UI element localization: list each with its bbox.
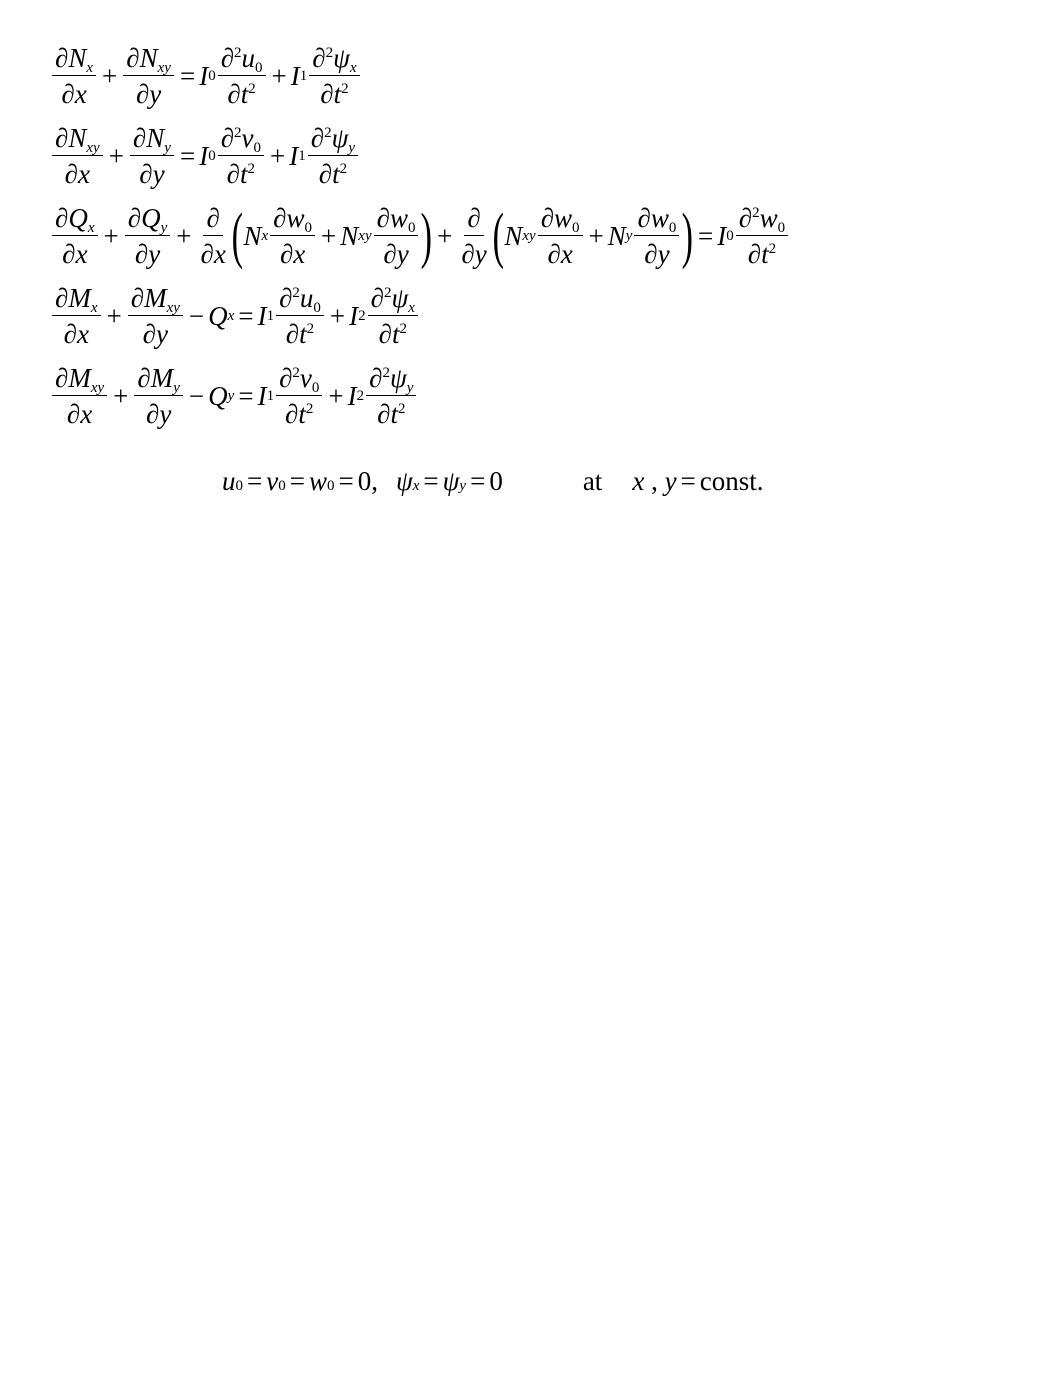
fraction: $\frac{\partial^2\psi_x}{\partial t^2}$ [309, 45, 359, 108]
fraction: $\frac{\partial w_0}{\partial y}$ [634, 205, 679, 268]
fraction: $\frac{\partial w_0}{\partial y}$ [374, 205, 419, 268]
fraction: $\frac{\partial N_y}{\partial y}$ [130, 125, 174, 188]
fraction: $\frac{\partial w_0}{\partial x}$ [270, 205, 315, 268]
fraction: $\frac{\partial w_0}{\partial x}$ [538, 205, 583, 268]
fraction: $\frac{\partial^2\psi_y}{\partial t^2}$ [366, 365, 416, 428]
fraction: $\frac{\partial^2w_0}{\partial t^2}$ [736, 205, 788, 268]
left-paren: ( [231, 202, 243, 270]
fraction: $\frac{\partial N_x}{\partial x}$ [52, 45, 96, 108]
fraction: $\frac{\partial N_{xy}}{\partial x}$ [52, 125, 103, 188]
equation-1: $\frac{\partial N_x}{\partial x}$ + $\frac{\partial N_{xy}}{\partial y}$ = I 0 $\frac{\partial^2u_0}{\partial t^2}$ + I 1 $\frac{\partial^2\psi_x}{\partial t^2}$ [50, 36, 790, 116]
left-paren: ( [492, 202, 504, 270]
fraction: $\frac{\partial}{\partial y}$ [461, 202, 487, 269]
fraction: $\frac{\partial^2v_0}{\partial t^2}$ [276, 365, 322, 428]
right-paren: ) [421, 202, 433, 270]
fraction: $\frac{\partial M_y}{\partial y}$ [134, 365, 183, 428]
fraction: $\frac{\partial M_{xy}}{\partial y}$ [128, 285, 183, 348]
fraction: $\frac{\partial M_{xy}}{\partial x}$ [52, 365, 107, 428]
fraction: $\frac{\partial^2\psi_y}{\partial t^2}$ [308, 125, 358, 188]
const-label: const. [699, 466, 764, 496]
equation-block [50, 36, 790, 436]
fraction: $\frac{\partial Q_x}{\partial x}$ [52, 205, 98, 268]
at-label: at [582, 466, 603, 496]
equation-4: $\frac{\partial M_x}{\partial x}$ + $\frac{\partial M_{xy}}{\partial y}$ − Q x = I 1 $\frac{\partial^2u_0}{\partial t^2}$ + I 2 $\frac{\partial^2\psi_x}{\partial t^2}$ [50, 276, 790, 356]
equation-3: $\frac{\partial Q_x}{\partial x}$ + $\frac{\partial Q_y}{\partial y}$ + $\frac{\partial}{\partial x}$ ( N x $\frac{\partial w_0}{\partial x}$ + N xy $\frac{\partial w_0}{\partial y}$ ) + $\frac{\partial}{\partial y}$ ( N xy $\frac{\partial w_0}{\partial x}$ + N y $\frac{\partial w_0}{\partial y}$ ) = I 0 $\frac{\partial^2w_0}{\partial t^2}$ [50, 196, 790, 276]
fraction: $\frac{\partial}{\partial x}$ [200, 202, 226, 269]
fraction: $\frac{\partial M_x}{\partial x}$ [52, 285, 101, 348]
equation-2: $\frac{\partial N_{xy}}{\partial x}$ + $\frac{\partial N_y}{\partial y}$ = I 0 $\frac{\partial^2v_0}{\partial t^2}$ + I 1 $\frac{\partial^2\psi_y}{\partial t^2}$ [50, 116, 790, 196]
fraction: $\frac{\partial Q_y}{\partial y}$ [125, 205, 171, 268]
boundary-condition: u 0 = v 0 = w 0 = 0, ψ x = ψ y = 0 at x , y = const. [222, 466, 764, 496]
equation-5: $\frac{\partial M_{xy}}{\partial x}$ + $\frac{\partial M_y}{\partial y}$ − Q y = I 1 $\frac{\partial^2v_0}{\partial t^2}$ + I 2 $\frac{\partial^2\psi_y}{\partial t^2}$ [50, 356, 790, 436]
fraction: $\frac{\partial^2\psi_x}{\partial t^2}$ [368, 285, 418, 348]
fraction: $\frac{\partial^2v_0}{\partial t^2}$ [218, 125, 264, 188]
fraction: $\frac{\partial N_{xy}}{\partial y}$ [123, 45, 174, 108]
right-paren: ) [681, 202, 694, 270]
fraction: $\frac{\partial^2u_0}{\partial t^2}$ [218, 45, 266, 108]
fraction: $\frac{\partial^2u_0}{\partial t^2}$ [276, 285, 324, 348]
